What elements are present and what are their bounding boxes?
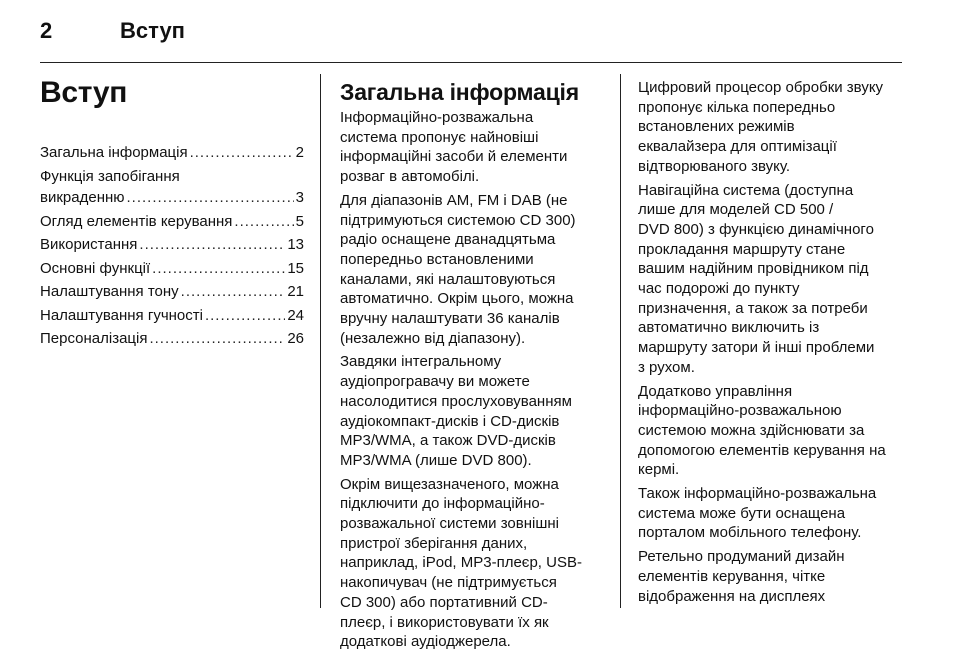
- toc-entry-page: 5: [295, 212, 304, 230]
- text-line: MP3/WMA (лише DVD 800).: [340, 451, 532, 469]
- text-line: розважальної системи зовнішні: [340, 515, 560, 533]
- toc-entry-title: Налаштування тону: [40, 283, 179, 300]
- toc-entry-page: 26: [287, 330, 304, 347]
- text-line: підключити до інформаційно-: [340, 495, 545, 513]
- text-line: інформаційно-розважальною: [638, 402, 842, 420]
- chapter-title: Вступ: [40, 76, 128, 109]
- text-line: пропонує кілька попередньо: [638, 98, 836, 116]
- toc-entry-title: Основні функції: [40, 259, 151, 277]
- toc-entry[interactable]: [40, 211, 304, 233]
- text-line: системою можна здійснювати за: [638, 421, 865, 439]
- toc-column: [40, 74, 304, 352]
- text-line: аудіокомпакт-дисків і CD-дисків: [340, 412, 560, 430]
- toc-leader-dots: [181, 281, 286, 303]
- text-line: відтворюваного звуку.: [638, 157, 790, 175]
- text-line: кермі.: [638, 461, 680, 479]
- toc-entry-title: Огляд елементів керування: [40, 212, 233, 230]
- text-line: з рухом.: [638, 358, 695, 376]
- text-line: відображення на дисплеях: [638, 587, 826, 605]
- text-line: Для діапазонів AM, FM і DAB (не: [340, 191, 568, 209]
- text-line: радіо оснащене дванадцятьма: [340, 231, 556, 249]
- text-line: (незалежно від діапазону).: [340, 329, 526, 347]
- toc-leader-dots: [139, 234, 285, 256]
- text-line: маршруту затори й інші проблеми: [638, 339, 875, 357]
- content-column-1: [340, 78, 604, 656]
- toc-entry-title: Персоналізація: [40, 330, 148, 347]
- text-line: автоматично. Окрім цього, можна: [340, 290, 574, 308]
- text-line: CD 300) або портативний CD-: [340, 593, 548, 611]
- toc-leader-dots: [152, 258, 285, 280]
- toc-leader-dots: [127, 187, 294, 209]
- toc-leader-dots: [234, 211, 293, 233]
- text-line: MP3/WMA, а також DVD-дисків: [340, 432, 556, 450]
- text-line: інформаційні засоби й елементи: [340, 148, 568, 166]
- text-line: DVD 800) з функцією динамічного: [638, 220, 874, 238]
- text-line: вашим надійним провідником під: [638, 260, 869, 278]
- text-line: порталом мобільного телефону.: [638, 524, 862, 542]
- toc-leader-dots: [205, 305, 285, 327]
- text-line: попередньо встановленими: [340, 250, 534, 268]
- content-column-2: [638, 78, 906, 610]
- text-line: еквалайзера для оптимізації: [638, 138, 837, 156]
- header-section-title: Вступ: [120, 18, 185, 43]
- toc-entry[interactable]: [40, 234, 304, 256]
- toc-entry-title: Загальна інформація: [40, 144, 188, 161]
- toc-entry-page: 24: [287, 306, 304, 324]
- paragraph: [340, 108, 604, 187]
- paragraph: [638, 78, 906, 177]
- toc-entry-page: 13: [287, 236, 304, 253]
- paragraph: [638, 382, 906, 481]
- text-line: Навігаційна система (доступна: [638, 181, 854, 199]
- text-line: елементів керування, чітке: [638, 567, 826, 585]
- text-line: розваг в автомобілі.: [340, 168, 480, 186]
- paragraph: [638, 484, 906, 543]
- column-divider-2: [620, 74, 621, 608]
- page-number: 2: [40, 18, 53, 43]
- paragraph: [340, 475, 604, 652]
- toc-entry[interactable]: [40, 328, 304, 350]
- toc-entry-title: Налаштування гучності: [40, 306, 203, 324]
- text-line: аудіопрогравачу ви можете: [340, 373, 530, 391]
- section-title: Загальна інформація: [340, 79, 579, 105]
- text-line: плеєр, і використовувати їх як: [340, 613, 549, 631]
- column-divider-1: [320, 74, 321, 608]
- text-line: призначення, а також за потреби: [638, 299, 868, 317]
- toc-entry-page: 15: [287, 259, 304, 277]
- paragraph: [340, 352, 604, 470]
- text-line: прокладання маршруту стане: [638, 240, 846, 258]
- column-2-text: [638, 78, 906, 606]
- toc-entry[interactable]: [40, 305, 304, 327]
- text-line: насолодитися прослуховуванням: [340, 392, 572, 410]
- toc-entry-title: Використання: [40, 236, 138, 253]
- toc-entry-title: Функція запобігання: [40, 167, 180, 185]
- text-line: встановлених режимів: [638, 118, 795, 136]
- text-line: система пропонує найновіші: [340, 128, 539, 146]
- text-line: вручну налаштувати 36 каналів: [340, 310, 560, 328]
- text-line: Окрім вищезазначеного, можна: [340, 475, 559, 493]
- text-line: додаткові аудіоджерела.: [340, 633, 511, 651]
- toc-entry[interactable]: [40, 166, 304, 209]
- text-line: підтримуються системою CD 300): [340, 211, 576, 229]
- text-line: час подорожі до пункту: [638, 280, 800, 298]
- text-line: наприклад, iPod, MP3-плеєр, USB-: [340, 554, 582, 572]
- text-line: Додатково управління: [638, 382, 793, 400]
- text-line: Ретельно продуманий дизайн: [638, 548, 845, 566]
- header-rule: [40, 62, 902, 63]
- text-line: Завдяки інтегральному: [340, 353, 502, 371]
- toc-entry[interactable]: [40, 142, 304, 164]
- text-line: Також інформаційно-розважальна: [638, 485, 877, 503]
- text-line: автоматично виключить із: [638, 319, 820, 337]
- toc-entry-title: викраденню: [40, 189, 125, 206]
- toc-entry-page: 2: [295, 144, 304, 161]
- toc-leader-dots: [190, 142, 294, 164]
- text-line: Інформаційно-розважальна: [340, 109, 534, 126]
- paragraph: [638, 547, 906, 606]
- text-line: накопичувач (не підтримується: [340, 574, 557, 592]
- text-line: лише для моделей CD 500 /: [638, 201, 834, 219]
- text-line: Цифровий процесор обробки звуку: [638, 79, 884, 96]
- paragraph: [638, 181, 906, 378]
- toc-entry[interactable]: [40, 258, 304, 280]
- paragraph: [340, 191, 604, 349]
- toc-entry[interactable]: [40, 281, 304, 303]
- text-line: каналами, які налаштовуються: [340, 270, 556, 288]
- text-line: система може бути оснащена: [638, 504, 846, 522]
- toc-leader-dots: [149, 328, 285, 350]
- toc-entry-page: 21: [287, 283, 304, 300]
- toc-entry-page: 3: [295, 189, 304, 206]
- text-line: пристрої зберігання даних,: [340, 534, 528, 552]
- column-1-text: [340, 108, 604, 652]
- table-of-contents: [40, 142, 304, 350]
- text-line: допомогою елементів керування на: [638, 441, 886, 459]
